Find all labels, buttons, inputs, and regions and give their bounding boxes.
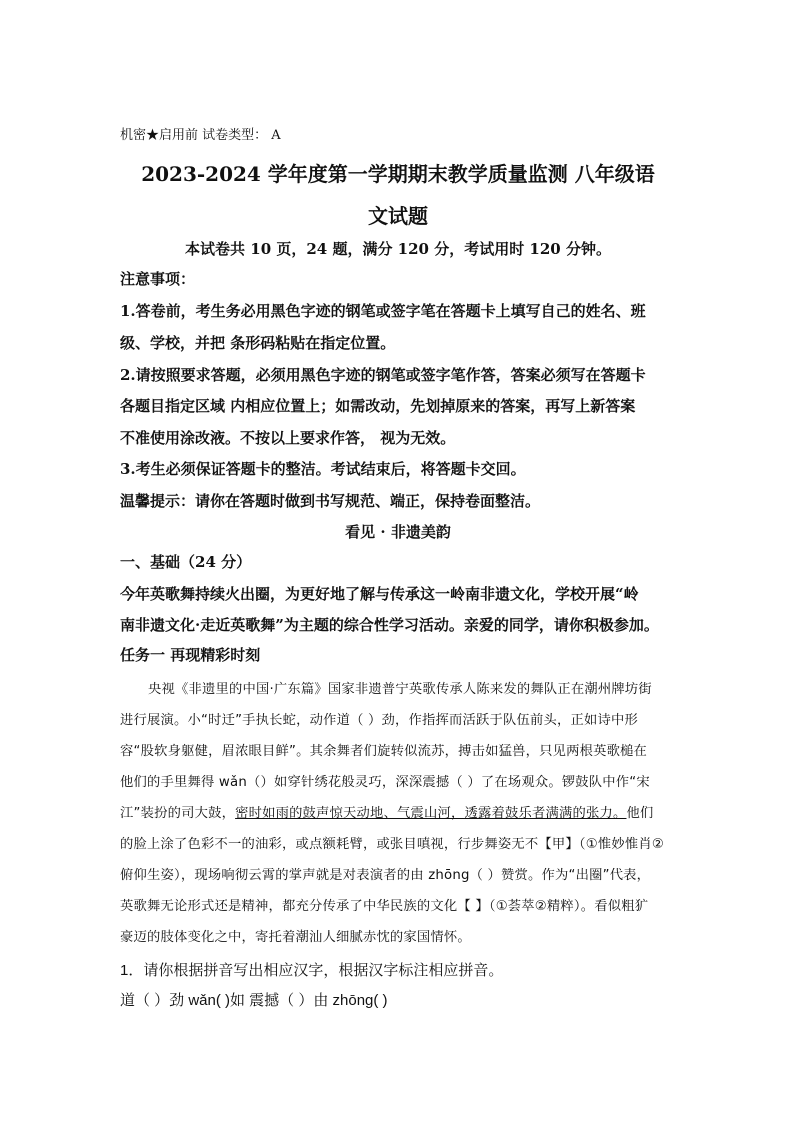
notice-item-3: 3.考生必须保证答题卡的整洁。考试结束后，将答题卡交回。	[120, 460, 526, 478]
passage-line-4: 他们的手里舞得 wǎn（）如穿针绣花般灵巧，深深震撼（ ）了在场观众。锣鼓队中作“宋	[120, 775, 650, 790]
question-1-stem: 1．请你根据拼音写出相应汉字，根据汉字标注相应拼音。	[120, 962, 504, 979]
passage-line-3: 容“股软身躯健，眉浓眼目鲜”。其余舞者们旋转似流苏，搏击如猛兽，只见两根英歌槌在	[120, 744, 648, 759]
passage-line-7: 俯仰生姿），现场响彻云霄的掌声就是对表演者的由 zhōng（ ）赞赏。作为“出圈”代表，	[120, 868, 651, 883]
exam-info: 本试卷共 10 页，24 题，满分 120 分，考试用时 120 分钟。	[185, 240, 611, 258]
part1-intro-b: 南非遗文化·走近英歌舞”为主题的综合性学习活动。亲爱的同学，请你积极参加。	[120, 616, 659, 634]
part1-heading: 一、基础（24 分）	[120, 553, 252, 571]
confidential-label: 机密★启用前 试卷类型： A	[120, 128, 281, 143]
exam-title-line2: 文试题	[368, 204, 428, 228]
passage-line-6: 的脸上涂了色彩不一的油彩，或点额耗臂，或张目嗔视，行步舞姿无不【甲】（①惟妙惟肖②	[120, 837, 664, 852]
notice-item-1b: 级、学校，并把 条形码粘贴在指定位置。	[120, 334, 396, 352]
task1-heading: 任务一 再现精彩时刻	[120, 646, 261, 664]
notice-heading: 注意事项：	[120, 270, 196, 288]
passage-underlined-sentence: 密时如雨的鼓声惊天动地、气震山河，透露着鼓乐者满满的张力。	[235, 806, 627, 821]
exam-title-line1: 2023-2024 学年度第一学期期末教学质量监测 八年级语	[141, 162, 655, 186]
notice-item-2c: 不准使用涂改液。不按以上要求作答， 视为无效。	[120, 429, 456, 447]
passage-line-5-start: 江”装扮的司大鼓，	[120, 806, 236, 821]
notice-item-2b: 各题目指定区域 内相应位置上；如需改动，先划掉原来的答案，再写上新答案	[120, 397, 636, 415]
notice-item-2a: 2.请按照要求答题，必须用黑色字迹的钢笔或签字笔作答，答案必须写在答题卡	[120, 366, 646, 384]
passage-line-9: 豪迈的肢体变化之中，寄托着潮汕人细腻赤忱的家国情怀。	[120, 930, 471, 945]
section-theme: 看见 · 非遗美韵	[345, 523, 451, 541]
part1-intro-a: 今年英歌舞持续火出圈，为更好地了解与传承这一岭南非遗文化，学校开展“岭	[120, 585, 639, 603]
warm-tip: 温馨提示：请你在答题时做到书写规范、端正，保持卷面整洁。	[120, 492, 541, 510]
question-1-answer-line: 道（ ）劲 wǎn( )如 震撼（ ）由 zhōng( )	[120, 992, 388, 1009]
passage-line-1: 央视《非遗里的中国·广东篇》国家非遗普宁英歌传承人陈来发的舞队正在潮州牌坊街	[148, 682, 652, 697]
notice-item-1a: 1.答卷前，考生务必用黑色字迹的钢笔或签字笔在答题卡上填写自己的姓名、班	[120, 302, 646, 320]
passage-line-5-end: 他们	[626, 806, 654, 821]
passage-line-5	[120, 802, 676, 821]
passage-line-2: 进行展演。小“时迁”手执长蛇，动作道（ ）劲，作指挥而活跃于队伍前头，正如诗中形	[120, 713, 638, 728]
passage-line-8: 英歌舞无论形式还是精神，都充分传承了中华民族的文化【 】（①荟萃②精粹）。看似粗犷	[120, 899, 649, 914]
